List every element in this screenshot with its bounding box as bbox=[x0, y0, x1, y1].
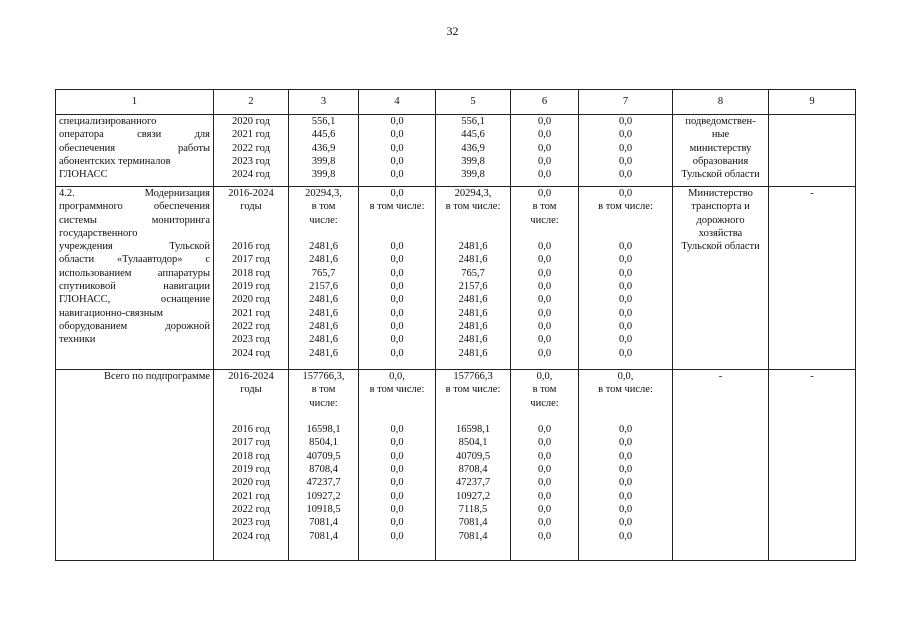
table-row bbox=[56, 187, 856, 370]
spacer bbox=[439, 410, 507, 423]
column-header: 7 bbox=[579, 90, 673, 115]
description-line: области «Тулаавтодор» с bbox=[59, 254, 210, 266]
description-line: специализированного bbox=[59, 116, 157, 127]
cell-line: 0,0 bbox=[618, 347, 633, 359]
cell-line: 2481,6 bbox=[458, 254, 488, 266]
cell-line: 0,0, bbox=[389, 371, 405, 382]
note-cell bbox=[769, 187, 856, 370]
description-cell bbox=[56, 187, 214, 370]
spacer bbox=[582, 397, 669, 410]
value-cell-c3 bbox=[289, 115, 359, 187]
description-line: системы мониторинга bbox=[59, 214, 210, 226]
cell-line: 7081,4 bbox=[309, 517, 338, 529]
spacer bbox=[217, 397, 285, 410]
cell-line: 0,0 bbox=[537, 490, 552, 502]
responsible-org-cell bbox=[673, 187, 769, 370]
cell-line: 40709,5 bbox=[455, 450, 491, 462]
year-cell bbox=[214, 187, 289, 370]
note-cell bbox=[769, 370, 856, 561]
spacer bbox=[217, 410, 285, 423]
cell-line: в том числе: bbox=[369, 384, 425, 396]
column-header: 9 bbox=[769, 90, 856, 115]
cell-line: 0,0 bbox=[537, 530, 552, 542]
cell-line: 0,0 bbox=[537, 281, 552, 293]
cell-line: 10927,2 bbox=[306, 490, 341, 502]
cell-line: Тульской области bbox=[681, 241, 760, 253]
value-cell-c7 bbox=[579, 370, 673, 561]
cell-line: 0,0 bbox=[618, 517, 633, 529]
cell-line: 556,1 bbox=[461, 116, 485, 127]
cell-line: в том bbox=[532, 201, 557, 213]
cell-line: - bbox=[810, 371, 814, 382]
column-header: 3 bbox=[289, 90, 359, 115]
cell-line: в том числе: bbox=[598, 201, 653, 213]
cell-line: 2023 год bbox=[232, 155, 270, 167]
cell-line: 8504,1 bbox=[458, 437, 488, 449]
cell-line: 0,0 bbox=[618, 294, 633, 306]
description-line: ГЛОНАСС bbox=[59, 169, 108, 181]
column-header: 5 bbox=[436, 90, 511, 115]
year-cell bbox=[214, 115, 289, 187]
cell-line: 0,0 bbox=[390, 464, 404, 476]
cell-line: 40709,5 bbox=[306, 450, 341, 462]
cell-line: Тульской области bbox=[681, 169, 760, 181]
value-cell-c7 bbox=[579, 115, 673, 187]
cell-line: 0,0 bbox=[390, 142, 404, 154]
cell-line: 556,1 bbox=[311, 116, 336, 127]
cell-line: 0,0 bbox=[537, 129, 552, 141]
cell-line: 2481,6 bbox=[309, 307, 338, 319]
cell-line: годы bbox=[240, 384, 262, 396]
cell-line: 0,0 bbox=[390, 169, 404, 181]
cell-line: 2157,6 bbox=[458, 281, 488, 293]
cell-line: 0,0 bbox=[390, 424, 404, 436]
cell-line: 0,0 bbox=[618, 281, 633, 293]
value-cell-c6 bbox=[511, 370, 579, 561]
value-cell-c4 bbox=[359, 187, 436, 370]
cell-line: 0,0 bbox=[618, 169, 633, 181]
cell-line: 0,0 bbox=[618, 267, 633, 279]
cell-line: 8504,1 bbox=[309, 437, 338, 449]
cell-line: 765,7 bbox=[311, 267, 336, 279]
spacer bbox=[439, 397, 507, 410]
cell-line: 0,0 bbox=[537, 116, 552, 127]
column-header: 6 bbox=[511, 90, 579, 115]
spacer bbox=[292, 410, 355, 423]
spacer bbox=[439, 227, 507, 240]
cell-line: 399,8 bbox=[461, 169, 485, 181]
cell-line: 10927,2 bbox=[455, 490, 491, 502]
cell-line: 2022 год bbox=[232, 503, 270, 515]
cell-line: 2020 год bbox=[232, 116, 270, 127]
spacer bbox=[362, 214, 432, 227]
cell-line: числе: bbox=[309, 214, 338, 226]
cell-line: 157766,3, bbox=[302, 371, 345, 382]
cell-line: 0,0 bbox=[618, 437, 633, 449]
cell-line: годы bbox=[240, 201, 262, 213]
cell-line: 0,0 bbox=[390, 517, 404, 529]
cell-line: ные bbox=[711, 129, 730, 141]
cell-line: 2019 год bbox=[232, 464, 270, 476]
column-number-row bbox=[56, 90, 856, 115]
spacer bbox=[362, 227, 432, 240]
value-cell-c4 bbox=[359, 115, 436, 187]
cell-line: в том bbox=[311, 384, 336, 396]
cell-line: 399,8 bbox=[461, 155, 485, 167]
cell-line: в том bbox=[532, 384, 557, 396]
cell-line: 8708,4 bbox=[458, 464, 488, 476]
cell-line: 2021 год bbox=[232, 129, 270, 141]
cell-line: 2021 год bbox=[232, 490, 270, 502]
cell-line: 0,0 bbox=[537, 334, 552, 346]
cell-line: 2022 год bbox=[232, 142, 270, 154]
cell-line: 8708,4 bbox=[309, 464, 338, 476]
cell-line: 0,0 bbox=[618, 530, 633, 542]
cell-line: 765,7 bbox=[461, 267, 485, 279]
cell-line: 399,8 bbox=[311, 155, 336, 167]
cell-line: 2481,6 bbox=[309, 294, 338, 306]
cell-line: 0,0 bbox=[537, 437, 552, 449]
cell-line: 0,0 bbox=[390, 294, 404, 306]
description-cell bbox=[56, 115, 214, 187]
table-row bbox=[56, 115, 856, 187]
cell-line: 0,0 bbox=[390, 155, 404, 167]
cell-line: 2019 год bbox=[232, 281, 270, 293]
cell-line: 47237,7 bbox=[306, 477, 341, 489]
cell-line: в том числе: bbox=[445, 201, 501, 213]
column-header: 4 bbox=[359, 90, 436, 115]
cell-line: 2022 год bbox=[232, 320, 270, 332]
value-cell-c5 bbox=[436, 370, 511, 561]
cell-line: 2481,6 bbox=[309, 334, 338, 346]
cell-line: 0,0 bbox=[390, 116, 404, 127]
cell-line: 0,0 bbox=[618, 503, 633, 515]
cell-line: 0,0 bbox=[537, 450, 552, 462]
cell-line: 0,0 bbox=[618, 450, 633, 462]
cell-line: подведомствен- bbox=[685, 116, 756, 127]
cell-line: Всего по подпрограмме bbox=[103, 371, 210, 382]
cell-line: 2024 год bbox=[232, 530, 270, 542]
description-line: использованием аппаратуры bbox=[59, 267, 210, 279]
cell-line: 157766,3 bbox=[453, 371, 493, 382]
cell-line: дорожного bbox=[696, 214, 745, 226]
cell-line: 0,0 bbox=[390, 267, 404, 279]
value-cell-c6 bbox=[511, 187, 579, 370]
cell-line: 2023 год bbox=[232, 517, 270, 529]
cell-line: 2157,6 bbox=[309, 281, 338, 293]
column-header: 1 bbox=[56, 90, 214, 115]
cell-line: 0,0 bbox=[618, 129, 633, 141]
value-cell-c3 bbox=[289, 187, 359, 370]
cell-line: 2481,6 bbox=[458, 307, 488, 319]
cell-line: 2481,6 bbox=[458, 294, 488, 306]
cell-line: 2016 год bbox=[232, 241, 270, 253]
spacer bbox=[582, 214, 669, 227]
cell-line: 16598,1 bbox=[306, 424, 341, 436]
cell-line: 0,0 bbox=[537, 188, 552, 199]
description-line: оператора связи для bbox=[59, 129, 210, 141]
value-cell-c7 bbox=[579, 187, 673, 370]
cell-line: 0,0 bbox=[390, 490, 404, 502]
cell-line: 7081,4 bbox=[309, 530, 338, 542]
cell-line: 0,0 bbox=[537, 464, 552, 476]
cell-line: 0,0 bbox=[390, 188, 404, 199]
cell-line: 0,0 bbox=[537, 294, 552, 306]
cell-line: 0,0 bbox=[537, 517, 552, 529]
cell-line: 2021 год bbox=[232, 307, 270, 319]
cell-line: 0,0 bbox=[390, 281, 404, 293]
description-line: техники bbox=[59, 334, 96, 346]
cell-line: 7081,4 bbox=[458, 530, 488, 542]
cell-line: 20294,3, bbox=[454, 188, 492, 199]
description-line: 4.2. Модернизация bbox=[59, 188, 210, 199]
cell-line: 0,0, bbox=[536, 371, 553, 382]
cell-line: числе: bbox=[309, 397, 338, 409]
description-line: навигационно-связным bbox=[59, 307, 164, 319]
spacer bbox=[514, 227, 575, 240]
cell-line: 0,0 bbox=[537, 267, 552, 279]
cell-line: 7081,4 bbox=[458, 517, 488, 529]
cell-line: 47237,7 bbox=[455, 477, 491, 489]
cell-line: 0,0 bbox=[537, 347, 552, 359]
cell-line: 0,0 bbox=[390, 477, 404, 489]
description-line: обеспечения работы bbox=[59, 142, 210, 154]
cell-line: 0,0 bbox=[618, 188, 633, 199]
table-row bbox=[56, 370, 856, 561]
cell-line: 0,0 bbox=[390, 254, 404, 266]
cell-line: 2481,6 bbox=[458, 334, 488, 346]
cell-line: 2017 год bbox=[232, 437, 270, 449]
cell-line: 2481,6 bbox=[309, 320, 338, 332]
cell-line: 2018 год bbox=[232, 450, 270, 462]
column-header: 8 bbox=[673, 90, 769, 115]
spacer bbox=[217, 227, 285, 240]
responsible-org-cell bbox=[673, 115, 769, 187]
cell-line: в том числе: bbox=[598, 384, 653, 396]
cell-line: 2017 год bbox=[232, 254, 270, 266]
cell-line: Министерство bbox=[688, 188, 753, 199]
cell-line: 0,0 bbox=[537, 155, 552, 167]
cell-line: в том числе: bbox=[369, 201, 425, 213]
cell-line: 399,8 bbox=[311, 169, 336, 181]
value-cell-c4 bbox=[359, 370, 436, 561]
cell-line: 0,0 bbox=[390, 307, 404, 319]
spacer bbox=[292, 227, 355, 240]
spacer bbox=[514, 410, 575, 423]
cell-line: 20294,3, bbox=[305, 188, 342, 199]
cell-line: 2481,6 bbox=[309, 254, 338, 266]
cell-line: министерству bbox=[689, 142, 752, 154]
description-line: учреждения Тульской bbox=[59, 241, 210, 253]
spacer bbox=[439, 214, 507, 227]
cell-line: 445,6 bbox=[461, 129, 485, 141]
cell-line: - bbox=[718, 371, 723, 382]
cell-line: в том числе: bbox=[445, 384, 501, 396]
cell-line: 0,0 bbox=[618, 142, 633, 154]
cell-line: 2481,6 bbox=[458, 241, 488, 253]
cell-line: транспорта и bbox=[691, 201, 750, 213]
description-line: ГЛОНАСС, оснащение bbox=[59, 294, 210, 306]
cell-line: образования bbox=[692, 155, 749, 167]
cell-line: 436,9 bbox=[311, 142, 336, 154]
cell-line: 0,0 bbox=[390, 503, 404, 515]
cell-line: 0,0 bbox=[618, 241, 633, 253]
cell-line: 0,0 bbox=[390, 450, 404, 462]
cell-line: 0,0 bbox=[618, 464, 633, 476]
cell-line: 0,0 bbox=[390, 320, 404, 332]
column-header: 2 bbox=[214, 90, 289, 115]
cell-line: 0,0 bbox=[537, 254, 552, 266]
note-cell bbox=[769, 115, 856, 187]
cell-line: - bbox=[810, 188, 814, 199]
cell-line: 0,0 bbox=[390, 347, 404, 359]
cell-line: 2016 год bbox=[232, 424, 270, 436]
cell-line: 0,0 bbox=[618, 490, 633, 502]
cell-line: 0,0 bbox=[618, 254, 633, 266]
cell-line: 0,0 bbox=[390, 241, 404, 253]
cell-line: 2016-2024 bbox=[228, 371, 274, 382]
spacer bbox=[582, 227, 669, 240]
cell-line: 0,0 bbox=[618, 155, 633, 167]
description-cell bbox=[56, 370, 214, 561]
spacer bbox=[362, 410, 432, 423]
cell-line: 0,0 bbox=[537, 320, 552, 332]
cell-line: 2023 год bbox=[232, 334, 270, 346]
responsible-org-cell bbox=[673, 370, 769, 561]
cell-line: 0,0 bbox=[537, 503, 552, 515]
cell-line: 0,0 bbox=[618, 334, 633, 346]
page-number: 32 bbox=[446, 24, 459, 38]
cell-line: хозяйства bbox=[698, 227, 743, 239]
cell-line: 0,0 bbox=[537, 307, 552, 319]
value-cell-c5 bbox=[436, 187, 511, 370]
cell-line: 0,0 bbox=[537, 142, 552, 154]
cell-line: 2016-2024 bbox=[228, 188, 274, 199]
cell-line: 0,0 bbox=[537, 424, 552, 436]
cell-line: 16598,1 bbox=[455, 424, 491, 436]
year-cell bbox=[214, 370, 289, 561]
cell-line: 0,0 bbox=[537, 169, 552, 181]
description-line: программного обеспечения bbox=[59, 201, 210, 213]
budget-table bbox=[55, 89, 856, 561]
cell-line: 2024 год bbox=[232, 347, 270, 359]
value-cell-c5 bbox=[436, 115, 511, 187]
value-cell-c6 bbox=[511, 115, 579, 187]
cell-line: 0,0 bbox=[390, 334, 404, 346]
cell-line: 2020 год bbox=[232, 477, 270, 489]
cell-line: в том bbox=[311, 201, 336, 213]
description-line: спутниковой навигации bbox=[59, 281, 210, 293]
cell-line: 10918,5 bbox=[306, 503, 341, 515]
cell-line: 0,0 bbox=[537, 241, 552, 253]
cell-line: 0,0 bbox=[618, 116, 633, 127]
cell-line: 2481,6 bbox=[458, 320, 488, 332]
spacer bbox=[217, 214, 285, 227]
cell-line: числе: bbox=[530, 214, 559, 226]
cell-line: 0,0 bbox=[390, 530, 404, 542]
spacer bbox=[582, 410, 669, 423]
cell-line: 2020 год bbox=[232, 294, 270, 306]
description-line: оборудованием дорожной bbox=[59, 320, 210, 332]
cell-line: 0,0 bbox=[618, 320, 633, 332]
cell-line: 2481,6 bbox=[458, 347, 488, 359]
cell-line: 0,0 bbox=[618, 424, 633, 436]
cell-line: 2018 год bbox=[232, 267, 270, 279]
cell-line: 0,0 bbox=[618, 477, 633, 489]
cell-line: 0,0 bbox=[618, 307, 633, 319]
cell-line: числе: bbox=[530, 397, 559, 409]
cell-line: 0,0 bbox=[390, 129, 404, 141]
cell-line: 2024 год bbox=[232, 169, 270, 181]
cell-line: 2481,6 bbox=[309, 241, 338, 253]
cell-line: 445,6 bbox=[311, 129, 336, 141]
cell-line: 436,9 bbox=[461, 142, 485, 154]
cell-line: 7118,5 bbox=[458, 503, 488, 515]
description-line: абонентских терминалов bbox=[59, 155, 171, 167]
spacer bbox=[362, 397, 432, 410]
cell-line: 0,0 bbox=[537, 477, 552, 489]
description-line: государственного bbox=[59, 227, 138, 239]
value-cell-c3 bbox=[289, 370, 359, 561]
cell-line: 0,0, bbox=[617, 371, 634, 382]
cell-line: 2481,6 bbox=[309, 347, 338, 359]
cell-line: 0,0 bbox=[390, 437, 404, 449]
